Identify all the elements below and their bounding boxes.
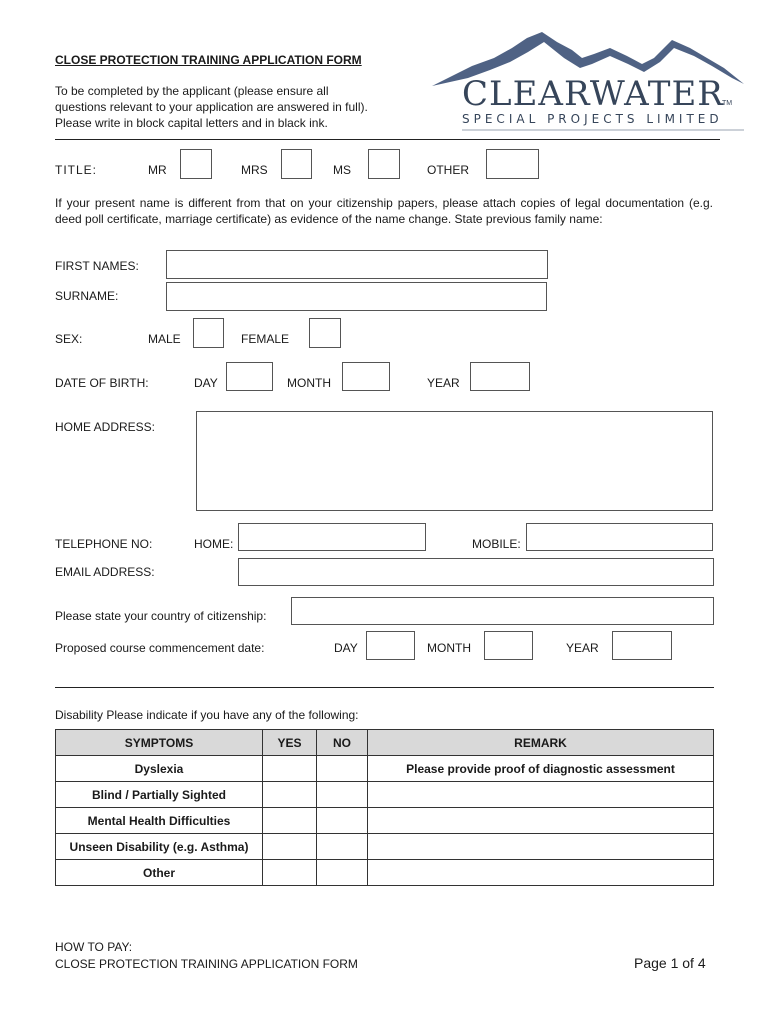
female-label: FEMALE: [241, 332, 290, 346]
telephone-label: TELEPHONE NO:: [55, 537, 153, 551]
email-field[interactable]: [238, 558, 714, 586]
no-cell[interactable]: [317, 808, 368, 834]
table-row: [56, 756, 714, 782]
title-mr-checkbox[interactable]: [180, 149, 212, 179]
table-row: [56, 860, 714, 886]
logo-name: CLEARWATER: [462, 74, 724, 114]
intro-line: questions relevant to your application are answered in full).: [55, 100, 368, 114]
how-to-pay-heading: HOW TO PAY:: [55, 940, 133, 954]
dob-day-field[interactable]: [226, 362, 273, 391]
commencement-year-field[interactable]: [612, 631, 672, 660]
no-cell[interactable]: [317, 782, 368, 808]
yes-header: YES: [263, 730, 317, 756]
yes-cell[interactable]: [263, 860, 317, 886]
logo-subtitle: SPECIAL PROJECTS LIMITED: [462, 112, 723, 126]
commencement-label: Proposed course commencement date:: [55, 641, 265, 655]
title-other-label: OTHER: [427, 163, 469, 177]
intro-line: Please write in block capital letters and in black ink.: [55, 116, 328, 130]
table-row: [56, 808, 714, 834]
dob-label: DATE OF BIRTH:: [55, 376, 149, 390]
name-change-instructions: If your present name is different from that on your citizenship papers, please attach copies of legal documentation (e.g. deed poll certificate, marriage certificate) as evidence of the name change. State previous family name:: [55, 196, 713, 226]
form-title: CLOSE PROTECTION TRAINING APPLICATION FORM: [55, 53, 362, 67]
yes-cell[interactable]: [263, 834, 317, 860]
footer-form-name: CLOSE PROTECTION TRAINING APPLICATION FORM: [55, 957, 358, 971]
page-number: Page 1 of 4: [634, 955, 706, 971]
sex-label: SEX:: [55, 332, 83, 346]
disability-intro: Disability Please indicate if you have any of the following:: [55, 708, 359, 722]
mobile-label: MOBILE:: [472, 537, 521, 551]
yes-cell[interactable]: [263, 808, 317, 834]
mobile-field[interactable]: [526, 523, 713, 551]
first-names-label: FIRST NAMES:: [55, 259, 139, 273]
logo-tm: TM: [722, 100, 733, 107]
divider: [55, 687, 714, 688]
citizenship-field[interactable]: [291, 597, 714, 625]
table-row: [56, 834, 714, 860]
title-ms-label: MS: [333, 163, 351, 177]
dob-year-label: YEAR: [427, 376, 460, 390]
intro-line: To be completed by the applicant (please ensure all: [55, 84, 329, 98]
intro-text: [55, 83, 435, 131]
remark-cell[interactable]: [368, 860, 714, 886]
remark-cell[interactable]: [368, 834, 714, 860]
citizenship-label: Please state your country of citizenship:: [55, 609, 267, 623]
dob-year-field[interactable]: [470, 362, 530, 391]
table-row: [56, 782, 714, 808]
dob-day-label: DAY: [194, 376, 218, 390]
title-mrs-checkbox[interactable]: [281, 149, 312, 179]
symptom-cell: Unseen Disability (e.g. Asthma): [56, 834, 263, 860]
symptom-cell: Other: [56, 860, 263, 886]
female-checkbox[interactable]: [309, 318, 341, 348]
first-names-field[interactable]: [166, 250, 548, 279]
symptom-cell: Mental Health Difficulties: [56, 808, 263, 834]
no-header: NO: [317, 730, 368, 756]
male-checkbox[interactable]: [193, 318, 224, 348]
remark-header: REMARK: [368, 730, 714, 756]
yes-cell[interactable]: [263, 756, 317, 782]
remark-cell[interactable]: [368, 782, 714, 808]
commencement-day-field[interactable]: [366, 631, 415, 660]
disability-table: [55, 729, 714, 886]
yes-cell[interactable]: [263, 782, 317, 808]
dob-month-field[interactable]: [342, 362, 390, 391]
home-address-field[interactable]: [196, 411, 713, 511]
commencement-day-label: DAY: [334, 641, 358, 655]
male-label: MALE: [148, 332, 181, 346]
home-phone-label: HOME:: [194, 537, 234, 551]
symptom-cell: Dyslexia: [56, 756, 263, 782]
no-cell[interactable]: [317, 756, 368, 782]
symptoms-header: SYMPTOMS: [56, 730, 263, 756]
commencement-month-field[interactable]: [484, 631, 533, 660]
no-cell[interactable]: [317, 834, 368, 860]
dob-month-label: MONTH: [287, 376, 331, 390]
symptom-cell: Blind / Partially Sighted: [56, 782, 263, 808]
title-mr-label: MR: [148, 163, 167, 177]
home-phone-field[interactable]: [238, 523, 426, 551]
surname-label: SURNAME:: [55, 289, 119, 303]
no-cell[interactable]: [317, 860, 368, 886]
remark-cell[interactable]: Please provide proof of diagnostic assessment: [368, 756, 714, 782]
email-label: EMAIL ADDRESS:: [55, 565, 155, 579]
remark-cell[interactable]: [368, 808, 714, 834]
title-ms-checkbox[interactable]: [368, 149, 400, 179]
commencement-month-label: MONTH: [427, 641, 471, 655]
home-address-label: HOME ADDRESS:: [55, 420, 156, 434]
table-header-row: [56, 730, 714, 756]
title-other-field[interactable]: [486, 149, 539, 179]
surname-field[interactable]: [166, 282, 547, 311]
title-label: TITLE:: [55, 163, 98, 177]
commencement-year-label: YEAR: [566, 641, 599, 655]
title-mrs-label: MRS: [241, 163, 268, 177]
divider: [55, 139, 720, 140]
